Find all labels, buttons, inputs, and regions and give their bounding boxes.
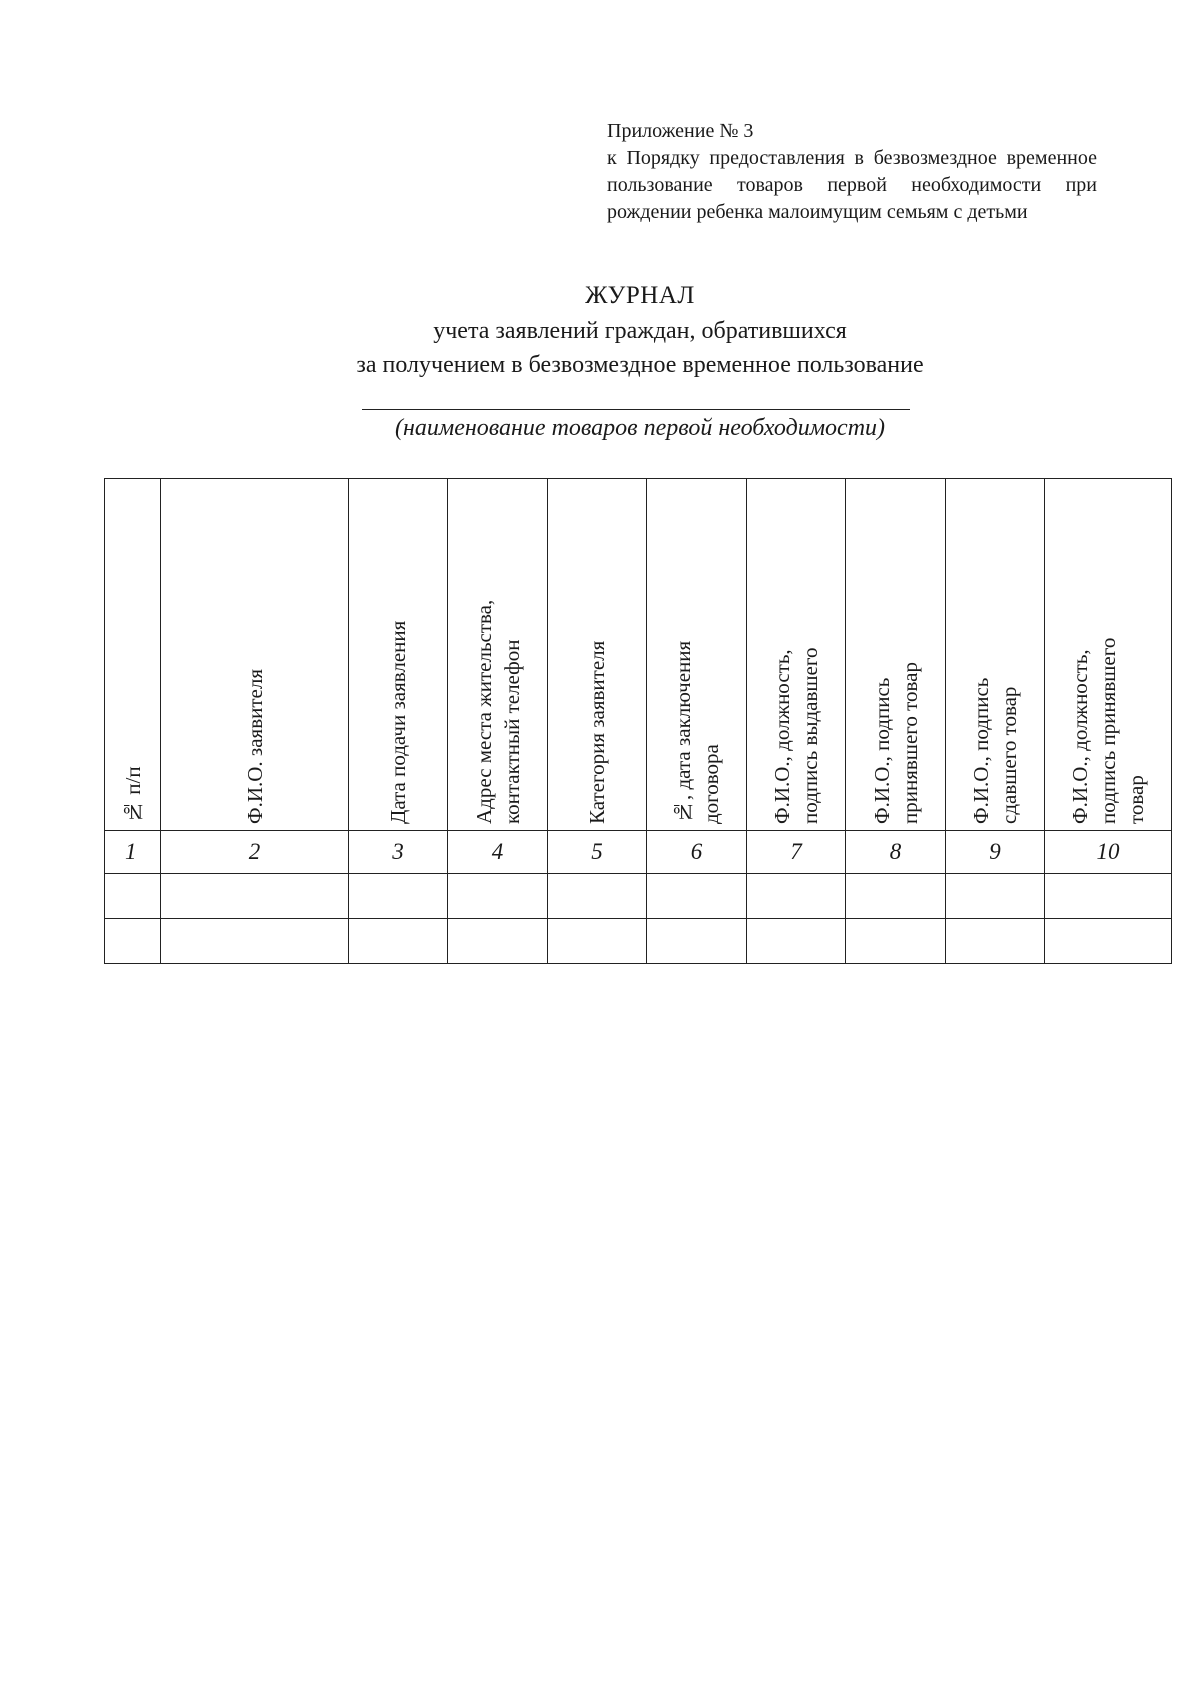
column-number: 9 — [946, 831, 1045, 874]
empty-cell — [1045, 874, 1172, 919]
header-cell — [1045, 479, 1172, 831]
annex-number: Приложение № 3 — [607, 120, 754, 142]
table-row — [105, 919, 1172, 964]
empty-cell — [349, 919, 448, 964]
empty-cell — [1045, 919, 1172, 964]
journal-subtitle-line-1: учета заявлений граждан, обратившихся — [433, 318, 847, 344]
empty-cell — [846, 874, 946, 919]
column-number: 5 — [548, 831, 647, 874]
header-cell — [747, 479, 846, 831]
header-label: Ф.И.О., подпись сдавшего товар — [969, 677, 1021, 824]
header-cell — [349, 479, 448, 831]
empty-cell — [448, 874, 548, 919]
empty-cell — [448, 919, 548, 964]
goods-name-caption: (наименование товаров первой необходимости) — [394, 415, 886, 441]
column-number: 3 — [349, 831, 448, 874]
table-header-row — [105, 479, 1172, 831]
empty-cell — [548, 919, 647, 964]
annex-block — [607, 118, 1097, 226]
annex-reference: к Порядку предоставления в безвозмездное временное пользование товаров первой необходимости при рождении ребенка малоимущим семьям с детьми — [607, 147, 1097, 223]
empty-cell — [161, 919, 349, 964]
empty-cell — [105, 874, 161, 919]
header-cell — [448, 479, 548, 831]
header-cell — [946, 479, 1045, 831]
goods-name-blank-line — [362, 409, 910, 410]
header-label: Ф.И.О., должность, подпись выдавшего — [770, 647, 822, 824]
header-cell — [161, 479, 349, 831]
column-number: 8 — [846, 831, 946, 874]
header-label: Адрес места жительства, контактный телефон — [471, 599, 524, 824]
empty-cell — [548, 874, 647, 919]
journal-table — [104, 478, 1172, 964]
header-label: №, дата заключения договора — [670, 640, 723, 824]
header-label: № п/п — [120, 766, 145, 824]
header-label: Дата подачи заявления — [386, 620, 410, 824]
column-number: 6 — [647, 831, 747, 874]
table-row — [105, 874, 1172, 919]
column-number: 1 — [105, 831, 161, 874]
column-number: 2 — [161, 831, 349, 874]
empty-cell — [647, 874, 747, 919]
empty-cell — [647, 919, 747, 964]
header-label: Ф.И.О. заявителя — [242, 669, 267, 824]
header-cell — [647, 479, 747, 831]
header-cell — [548, 479, 647, 831]
empty-cell — [747, 874, 846, 919]
column-number: 10 — [1045, 831, 1172, 874]
journal-subtitle-line-2: за получением в безвозмездное временное пользование — [356, 352, 924, 378]
empty-cell — [747, 919, 846, 964]
column-number-row — [105, 831, 1172, 874]
empty-cell — [105, 919, 161, 964]
header-label: Ф.И.О., подпись принявшего товар — [869, 662, 922, 824]
header-cell — [846, 479, 946, 831]
empty-cell — [946, 919, 1045, 964]
header-cell — [105, 479, 161, 831]
header-label: Категория заявителя — [585, 640, 609, 824]
empty-cell — [946, 874, 1045, 919]
journal-heading: ЖУРНАЛ — [585, 282, 695, 309]
column-number: 4 — [448, 831, 548, 874]
empty-cell — [349, 874, 448, 919]
header-label: Ф.И.О., должность, подпись принявшего товар — [1068, 637, 1148, 824]
column-number: 7 — [747, 831, 846, 874]
empty-cell — [846, 919, 946, 964]
empty-cell — [161, 874, 349, 919]
